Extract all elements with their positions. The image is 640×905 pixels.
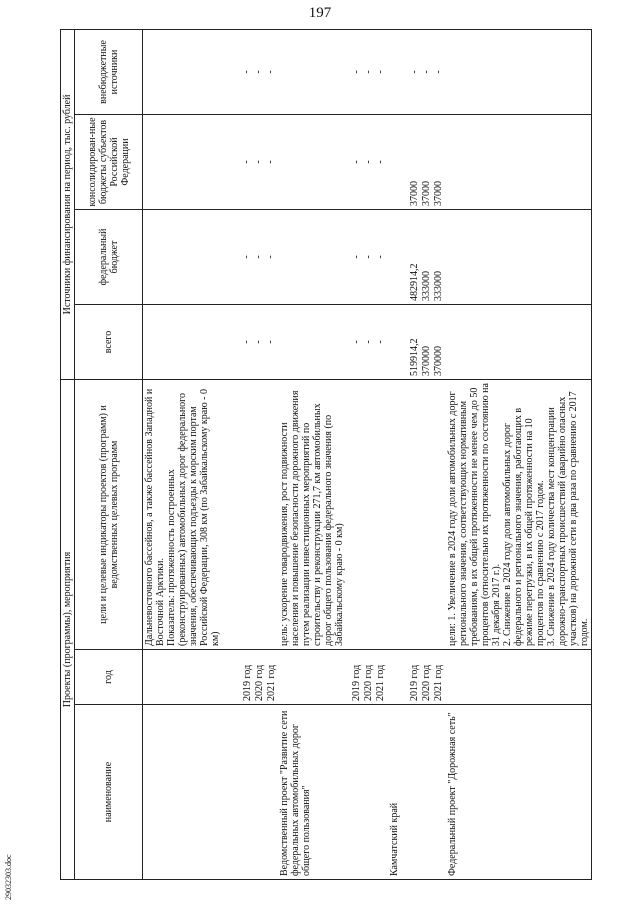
total-cell: - (362, 340, 374, 344)
regional-cell: - (362, 160, 374, 164)
offbudget-cell: - (252, 70, 264, 74)
offbudget-values (143, 29, 278, 114)
offbudget-values (388, 29, 446, 114)
section-years (143, 650, 278, 705)
header-regional: консолидирован-ные бюджеты субъектов Российской Федерации (75, 114, 143, 209)
header-goals: цели и целевые индикаторы проектов (программ) и ведомственных целевых программ (75, 379, 143, 649)
regional-values (278, 114, 388, 209)
header-group-projects: Проекты (программы), мероприятия (61, 379, 75, 879)
year-cell: 2019 год (408, 664, 420, 701)
section-row (446, 29, 592, 879)
regional-cell: 37000 (420, 180, 432, 206)
regional-cell: 37000 (408, 180, 420, 206)
section-name (143, 705, 278, 880)
regional-cell: 37000 (432, 180, 444, 206)
header-year: год (75, 650, 143, 705)
regional-values (143, 114, 278, 209)
year-cell: 2020 год (420, 664, 432, 701)
federal-values (446, 209, 592, 304)
section-row (388, 29, 446, 879)
federal-cell: - (240, 255, 252, 259)
year-cell: 2021 год (265, 664, 277, 701)
offbudget-cell: - (420, 70, 432, 74)
header-name: наименование (75, 705, 143, 880)
offbudget-cell: - (362, 70, 374, 74)
offbudget-cell: - (350, 70, 362, 74)
section-years (278, 650, 388, 705)
goals-text: Дальневосточного бассейнов, а также бассейнов Западной и Восточной Арктики. Показатель: протяженность построенных (реконструированных) автомобильных дорог федерального значения, обеспечивающих подъезды к морским портам Российской Федерации, 308 км (по Забайкальскому краю - 0 км) (144, 388, 221, 646)
goals-text: цель: ускорение товародвижения, рост подвижности населения и повышение безопасности дорожного движения путем реализации инвестиционных мероприятий по строительству и реконструкции 271,7 км автомобильных дорог общего пользования федерального значения (по Забайкальскому краю - 0 км) (278, 390, 345, 646)
offbudget-cell: - (408, 70, 420, 74)
total-cell: - (350, 340, 362, 344)
section-years (446, 650, 592, 705)
section-name: Федеральный проект "Дорожная сеть" (446, 705, 592, 880)
section-goals (278, 379, 388, 649)
regional-values (388, 114, 446, 209)
header-federal: федеральный бюджет (75, 209, 143, 304)
doc-id-text: 29032303.doc (4, 854, 13, 900)
header-group-financing: Источники финансирования на период, тыс. рублей (61, 29, 75, 379)
federal-cell: 333000 (432, 270, 444, 301)
total-cell: - (264, 340, 276, 344)
header-total: всего (75, 304, 143, 379)
federal-values (278, 209, 388, 304)
total-values (446, 304, 592, 379)
year-cell: 2020 год (253, 664, 265, 701)
header-offbudget: внебюджетные источники (75, 29, 143, 114)
section-row (278, 29, 388, 879)
offbudget-cell: - (374, 70, 386, 74)
total-cell: - (240, 340, 252, 344)
financing-table-wrapper (60, 30, 590, 880)
total-values (278, 304, 388, 379)
offbudget-values (446, 29, 592, 114)
regional-cell: - (252, 160, 264, 164)
year-cell: 2019 год (241, 664, 253, 701)
offbudget-values (278, 29, 388, 114)
total-cell: 370000 (432, 345, 444, 376)
total-values (143, 304, 278, 379)
section-name: Ведомственный проект "Развитие сети федеральных автомобильных дорог общего пользования" (278, 705, 388, 880)
section-goals (446, 379, 592, 649)
section-row (143, 29, 278, 879)
federal-cell: 333000 (420, 270, 432, 301)
regional-cell: - (350, 160, 362, 164)
federal-cell: - (264, 255, 276, 259)
offbudget-cell: - (240, 70, 252, 74)
offbudget-cell: - (264, 70, 276, 74)
total-cell: - (374, 340, 386, 344)
federal-values (388, 209, 446, 304)
regional-cell: - (264, 160, 276, 164)
regional-cell: - (374, 160, 386, 164)
financing-table (60, 29, 592, 880)
total-cell: - (252, 340, 264, 344)
federal-cell: - (350, 255, 362, 259)
regional-values (446, 114, 592, 209)
section-goals (388, 379, 446, 649)
federal-cell: 482914,2 (408, 263, 420, 301)
federal-values (143, 209, 278, 304)
section-goals (143, 379, 278, 649)
total-cell: 519914,2 (408, 338, 420, 376)
year-cell: 2019 год (350, 664, 362, 701)
goals-text: цели: 1. Увеличение в 2024 году доли автомобильных дорог регионального значения, соответствующих нормативным требованиям, в их общей протяженности не менее чем до 50 процентов (относительно их протяженности по состоянию на 31 декабря 2017 г.). 2. Снижение в 2024 году доли автомобильных дорог федерального и регионального значения, работающих в режиме перегрузки, в их общей протяженности на 10 процентов по сравнению с 2017 годом. 3. Снижение в 2024 году количества мест концентрации дорожно-транспортных происшествий (аварийно опасных участков) на дорожной сети в два раза по сравнению с 2017 годом. (446, 383, 590, 646)
section-name: Камчатский край (388, 705, 446, 880)
regional-cell: - (240, 160, 252, 164)
federal-cell: - (374, 255, 386, 259)
year-cell: 2021 год (374, 664, 386, 701)
federal-cell: - (252, 255, 264, 259)
offbudget-cell: - (432, 70, 444, 74)
total-cell: 370000 (420, 345, 432, 376)
year-cell: 2021 год (432, 664, 444, 701)
page-number: 197 (308, 5, 332, 21)
year-cell: 2020 год (362, 664, 374, 701)
section-years (388, 650, 446, 705)
federal-cell: - (362, 255, 374, 259)
total-values (388, 304, 446, 379)
